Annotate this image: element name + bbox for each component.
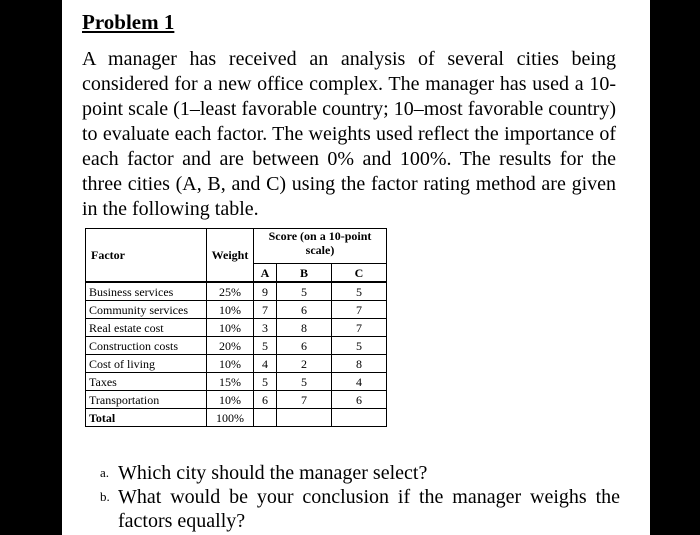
question-marker: b. xyxy=(100,489,110,504)
factor-cell: Taxes xyxy=(86,373,207,391)
total-label: Total xyxy=(86,409,207,427)
table-row xyxy=(86,391,387,409)
score-c-cell: 7 xyxy=(332,319,387,337)
problem-title: Problem 1 xyxy=(82,10,175,34)
weight-cell: 15% xyxy=(207,373,254,391)
score-c-cell: 5 xyxy=(332,337,387,355)
score-b-cell: 8 xyxy=(277,319,332,337)
total-row xyxy=(86,409,387,427)
factor-cell: Real estate cost xyxy=(86,319,207,337)
score-b-cell: 6 xyxy=(277,337,332,355)
score-a-cell: 4 xyxy=(254,355,277,373)
empty-cell xyxy=(332,409,387,427)
weight-header: Weight xyxy=(207,229,254,283)
table-row xyxy=(86,355,387,373)
weight-cell: 25% xyxy=(207,282,254,301)
factor-cell: Community services xyxy=(86,301,207,319)
empty-cell xyxy=(277,409,332,427)
table-row xyxy=(86,282,387,301)
score-b-cell: 5 xyxy=(277,373,332,391)
question-b xyxy=(100,485,620,533)
city-c-header: C xyxy=(332,264,387,283)
weight-cell: 20% xyxy=(207,337,254,355)
weight-cell: 10% xyxy=(207,301,254,319)
factor-cell: Business services xyxy=(86,282,207,301)
table-header-row xyxy=(86,229,387,264)
score-b-cell: 7 xyxy=(277,391,332,409)
question-text: What would be your conclusion if the manager weighs the factors equally? xyxy=(118,486,620,532)
score-a-cell: 6 xyxy=(254,391,277,409)
document-page xyxy=(62,0,650,535)
score-a-cell: 3 xyxy=(254,319,277,337)
question-marker: a. xyxy=(100,465,110,480)
factor-rating-table xyxy=(85,228,387,427)
factor-cell: Transportation xyxy=(86,391,207,409)
question-a xyxy=(100,461,620,485)
score-a-cell: 9 xyxy=(254,282,277,301)
table-row xyxy=(86,373,387,391)
problem-description: A manager has received an analysis of several cities being considered for a new office complex. The manager has used a 10-point scale (1–least favorable country; 10–most favorable country) to evaluate each factor. The weights used reflect the importance of each factor and are between 0% and 100%. The results for the three cities (A, B, and C) using the factor rating method are given in the following table. xyxy=(82,48,616,220)
score-b-cell: 5 xyxy=(277,282,332,301)
city-b-header: B xyxy=(277,264,332,283)
score-header: Score (on a 10-point scale) xyxy=(254,229,387,264)
score-b-cell: 2 xyxy=(277,355,332,373)
table-row xyxy=(86,337,387,355)
score-a-cell: 7 xyxy=(254,301,277,319)
total-weight: 100% xyxy=(207,409,254,427)
table-row xyxy=(86,319,387,337)
table-row xyxy=(86,301,387,319)
score-c-cell: 5 xyxy=(332,282,387,301)
score-c-cell: 8 xyxy=(332,355,387,373)
score-c-cell: 4 xyxy=(332,373,387,391)
empty-cell xyxy=(254,409,277,427)
weight-cell: 10% xyxy=(207,355,254,373)
score-a-cell: 5 xyxy=(254,337,277,355)
question-list xyxy=(100,461,620,533)
weight-cell: 10% xyxy=(207,319,254,337)
score-b-cell: 6 xyxy=(277,301,332,319)
question-text: Which city should the manager select? xyxy=(118,462,428,484)
score-a-cell: 5 xyxy=(254,373,277,391)
city-a-header: A xyxy=(254,264,277,283)
weight-cell: 10% xyxy=(207,391,254,409)
score-c-cell: 7 xyxy=(332,301,387,319)
factor-header: Factor xyxy=(86,229,207,283)
factor-cell: Construction costs xyxy=(86,337,207,355)
factor-cell: Cost of living xyxy=(86,355,207,373)
score-c-cell: 6 xyxy=(332,391,387,409)
